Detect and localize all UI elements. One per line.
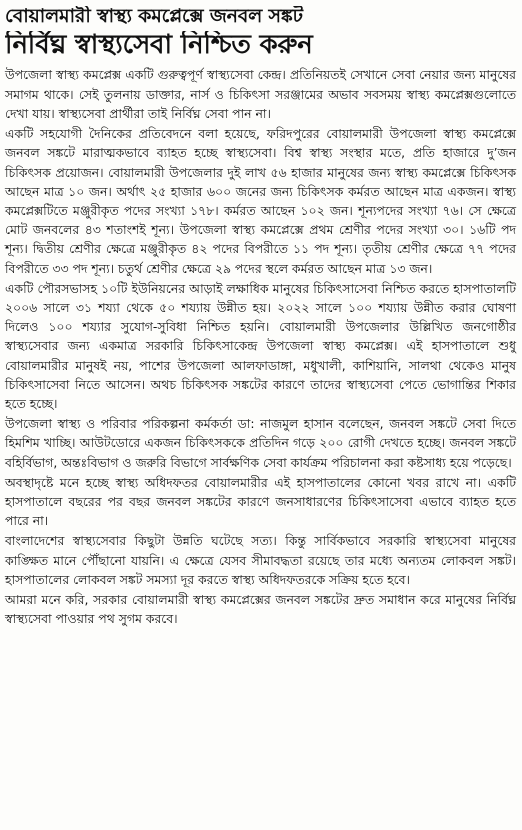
headline-title: নির্বিঘ্ন স্বাস্থ্যসেবা নিশ্চিত করুন bbox=[5, 30, 313, 60]
paragraph: আমরা মনে করি, সরকার বোয়ালমারী স্বাস্থ্য কমপ্লেক্সের জনবল সঙ্কটের দ্রুত সমাধান করে মানুষের নির্বিঘ্ন স্বাস্থ্যসেবা পাওয়ার পথ সুগম করবে। bbox=[5, 591, 516, 627]
paragraph: বাংলাদেশের স্বাস্থ্যসেবার কিছুটা উন্নতি ঘটেছে সত্য। কিন্তু সার্বিকভাবে সরকারি স্বাস্থ্যসেবা মানুষের কাঙ্ক্ষিত মানে পৌঁছানো যায়নি। এ ক্ষেত্রে যেসব সীমাবদ্ধতা রয়েছে তার মধ্যে অন্যতম লোকবল সঙ্কট। হাসপাতালের লোকবল সঙ্কট সমস্যা দূর করতে স্বাস্থ্য অধিদফতরকে সক্রিয় হতে হবে। bbox=[5, 533, 516, 587]
paragraph: উপজেলা স্বাস্থ্য ও পরিবার পরিকল্পনা কর্মকর্তা ডা: নাজমুল হাসান বলেছেন, জনবল সঙ্কটে সেবা দিতে হিমশিম খাচ্ছি। আউটডোরে একজন চিকিৎসককে প্রতিদিন গড়ে ২০০ রোগী দেখতে হচ্ছে। জনবল সঙ্কটে বহির্বিভাগ, অন্তঃবিভাগ ও জরুরি বিভাগে সার্বক্ষণিক সেবা কার্যক্রম পরিচালনা করা কষ্টসাধ্য হয়ে পড়েছে। bbox=[5, 416, 516, 470]
paragraph: একটি পৌরসভাসহ ১০টি ইউনিয়নের আড়াই লক্ষাধিক মানুষের চিকিৎসাসেবা নিশ্চিত করতে হাসপাতালটি ২০০৬ সালে ৩১ শয্যা থেকে ৫০ শয্যায় উন্নীত হয়। ২০২২ সালে ১০০ শয্যায় উন্নীত করার ঘোষণা দিলেও ১০০ শয্যার সুযোগ-সুবিধা নিশ্চিত হয়নি। বোয়ালমারী উপজেলার উল্লিখিত জনগোষ্ঠীর স্বাস্থ্যসেবার জন্য একমাত্র সরকারি চিকিৎসাকেন্দ্র উপজেলা স্বাস্থ্য কমপ্লেক্স। এই হাসপাতালে শুধু বোয়ালমারীর মানুষই নয়, পাশের উপজেলা আলফাডাঙ্গা, মধুখালী, কাশিয়ানি, সালথা থেকেও মানুষ চিকিৎসাসেবা নিতে আসেন। অথচ চিকিৎসক সঙ্কটের কারণে তাদের স্বাস্থ্যসেবা পেতে ভোগান্তির শিকার হতে হচ্ছে। bbox=[5, 280, 516, 411]
paragraph: একটি সহযোগী দৈনিকের প্রতিবেদনে বলা হয়েছে, ফরিদপুরের বোয়ালমারী উপজেলা স্বাস্থ্য কমপ্লেক্সে জনবল সঙ্কটে মারাত্মকভাবে ব্যাহত হচ্ছে স্বাস্থ্যসেবা। বিশ্ব স্বাস্থ্য সংস্থার মতে, প্রতি হাজারে দু’জন চিকিৎসক প্রয়োজন। বোয়ালমারী উপজেলার দুই লাখ ৫৬ হাজার মানুষের জন্য স্বাস্থ্য কমপ্লেক্সে চিকিৎসক আছেন মাত্র ১০ জন। অর্থাৎ ২৫ হাজার ৬০০ জনের জন্য চিকিৎসক কর্মরত আছেন মাত্র একজন। স্বাস্থ্য কমপ্লেক্সটিতে মঞ্জুরীকৃত পদের সংখ্যা ১৭৮। কর্মরত আছেন ১০২ জন। শূন্যপদের সংখ্যা ৭৬। সে ক্ষেত্রে মোট জনবলের ৪৩ শতাংশই শূন্য। উপজেলা স্বাস্থ্য কমপ্লেক্সে প্রথম শ্রেণীর পদের সংখ্যা ৩০। ১৬টি পদ শূন্য। দ্বিতীয় শ্রেণীর ক্ষেত্রে মঞ্জুরীকৃত ৪২ পদের বিপরীতে ১১ পদ শূন্য। তৃতীয় শ্রেণীর ক্ষেত্রে ৭৭ পদের বিপরীতে ৩৩ পদ শূন্য। চতুর্থ শ্রেণীর ক্ষেত্রে ২৯ পদের স্থলে কর্মরত আছেন মাত্র ১৩ জন। bbox=[5, 126, 516, 276]
headline-subtitle: বোয়ালমারী স্বাস্থ্য কমপ্লেক্সে জনবল সঙ্কট bbox=[5, 6, 303, 27]
paragraph: উপজেলা স্বাস্থ্য কমপ্লেক্স একটি গুরুত্বপূর্ণ স্বাস্থ্যসেবা কেন্দ্র। প্রতিনিয়তই সেখানে সেবা নেয়ার জন্য মানুষের সমাগম থাকে। সেই তুলনায় ডাক্তার, নার্স ও চিকিৎসা সরঞ্জামের অভাব সবসময় স্বাস্থ্য কমপ্লেক্সগুলোতে দেখা যায়। স্বাস্থ্যসেবা প্রার্থীরা তাই নির্বিঘ্ন সেবা পান না। bbox=[5, 67, 516, 121]
paragraph: অবস্থাদৃষ্টে মনে হচ্ছে স্বাস্থ্য অধিদফতর বোয়ালমারীর এই হাসপাতালের কোনো খবর রাখে না। একটি হাসপাতালে বছরের পর বছর জনবল সঙ্কটের কারণে জনসাধারণের চিকিৎসাসেবা এভাবে ব্যাহত হতে পারে না। bbox=[5, 474, 516, 529]
article-body bbox=[5, 65, 516, 628]
